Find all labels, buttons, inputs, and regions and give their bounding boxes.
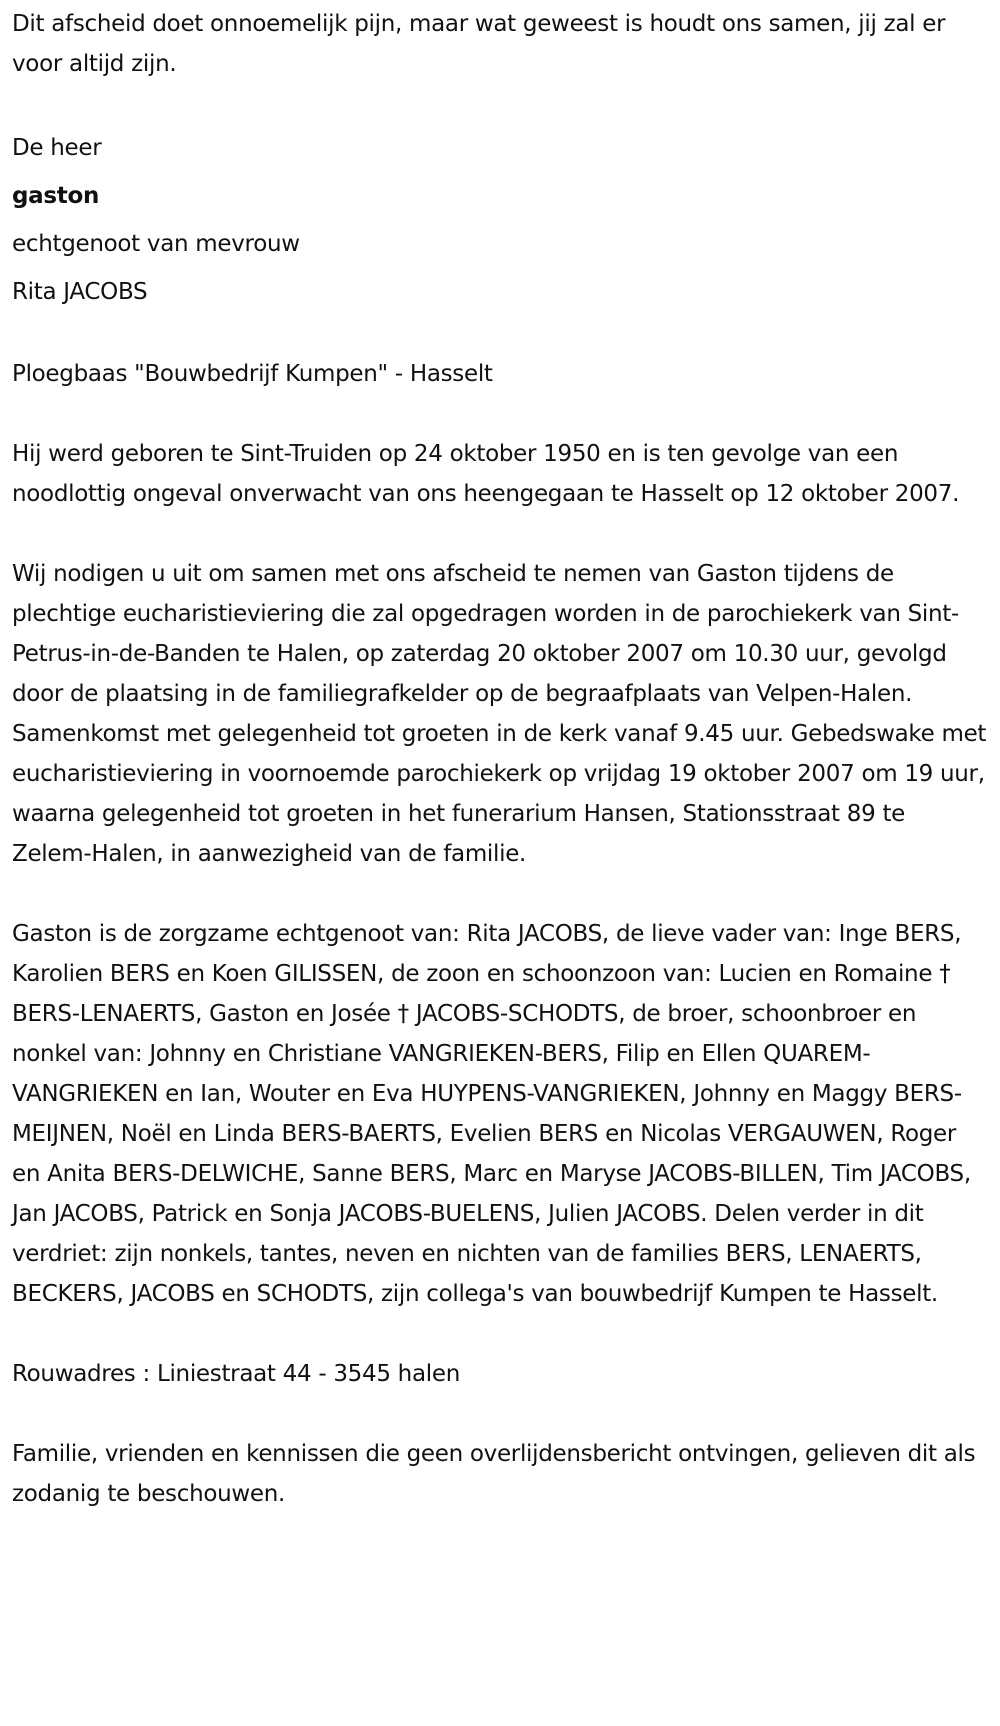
title: De heer xyxy=(12,135,102,161)
name-block xyxy=(12,124,988,316)
motto: Dit afscheid doet onnoemelijk pijn, maar wat geweest is houdt ons samen, jij zal er voor altijd zijn. xyxy=(12,11,946,77)
first-name: gaston xyxy=(12,183,100,209)
spouse: Rita JACOBS xyxy=(12,279,148,305)
relation: echtgenoot van mevrouw xyxy=(12,231,300,257)
family: Gaston is de zorgzame echtgenoot van: Rita JACOBS, de lieve vader van: Inge BERS, Karolien BERS en Koen GILISSEN, de zoon en schoonzoon van: Lucien en Romaine † BERS-LENAERTS, Gaston en Josée † JACOBS-SCHODTS, de broer, schoonbroer en nonkel van: Johnny en Christiane VANGRIEKEN-BERS, Filip en Ellen QUAREM-VANGRIEKEN en Ian, Wouter en Eva HUYPENS-VANGRIEKEN, Johnny en Maggy BERS-MEIJNEN, Noël en Linda BERS-BAERTS, Evelien BERS en Nicolas VERGAUWEN, Roger en Anita BERS-DELWICHE, Sanne BERS, Marc en Maryse JACOBS-BILLEN, Tim JACOBS, Jan JACOBS, Patrick en Sonja JACOBS-BUELENS, Julien JACOBS. Delen verder in dit verdriet: zijn nonkels, tantes, neven en nichten van de families BERS, LENAERTS, BECKERS, JACOBS en SCHODTS, zijn collega's van bouwbedrijf Kumpen te Hasselt. xyxy=(12,921,971,1307)
occupation: Ploegbaas "Bouwbedrijf Kumpen" - Hasselt xyxy=(12,361,493,387)
ceremony: Wij nodigen u uit om samen met ons afscheid te nemen van Gaston tijdens de plechtige eucharistieviering die zal opgedragen worden in de parochiekerk van Sint-Petrus-in-de-Banden te Halen, op zaterdag 20 oktober 2007 om 10.30 uur, gevolgd door de plaatsing in de familiegrafkelder op de begraafplaats van Velpen-Halen. Samenkomst met gelegenheid tot groeten in de kerk vanaf 9.45 uur. Gebedswake met eucharistieviering in voornoemde parochiekerk op vrijdag 19 oktober 2007 om 19 uur, waarna gelegenheid tot groeten in het funerarium Hansen, Stationsstraat 89 te Zelem-Halen, in aanwezigheid van de familie. xyxy=(12,561,987,867)
closing: Familie, vrienden en kennissen die geen overlijdensbericht ontvingen, gelieven dit als zodanig te beschouwen. xyxy=(12,1441,976,1507)
birth-death: Hij werd geboren te Sint-Truiden op 24 oktober 1950 en is ten gevolge van een noodlottig ongeval onverwacht van ons heengegaan te Hasselt op 12 oktober 2007. xyxy=(12,441,960,507)
address: Rouwadres : Liniestraat 44 - 3545 halen xyxy=(12,1361,460,1387)
